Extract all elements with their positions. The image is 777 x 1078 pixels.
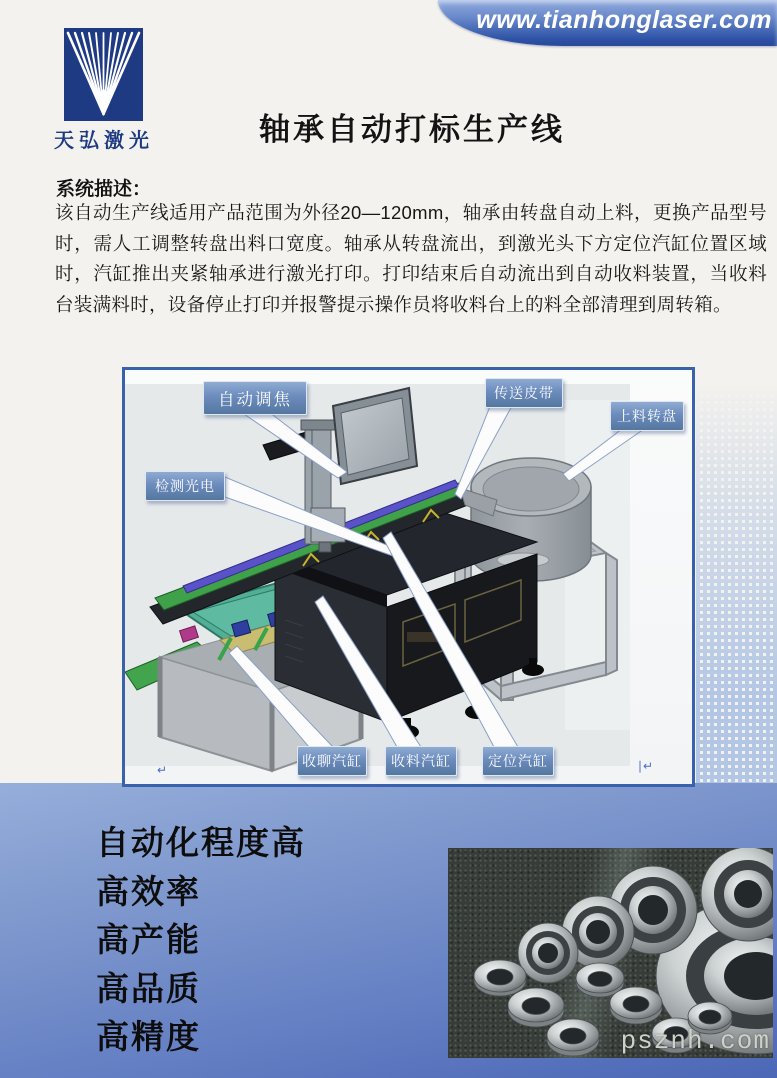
label-feeding-turntable: 上料转盘 [610, 401, 684, 431]
feature-item: 高效率 [96, 872, 201, 910]
company-logo [64, 28, 143, 121]
laser-rays-icon [64, 28, 143, 121]
description-heading: 系统描述： [56, 179, 152, 200]
paragraph-mark-right: ∣↵ [637, 759, 654, 773]
bearings-photo [448, 848, 773, 1058]
production-line-illustration [125, 370, 692, 784]
feature-item: 高产能 [96, 921, 201, 958]
top-banner [438, 0, 777, 46]
paragraph-mark-left: ↵ [157, 763, 168, 777]
website-url: www.tianhonglaser.com [476, 6, 772, 34]
equipment-diagram [122, 367, 695, 787]
features-section [0, 783, 777, 1078]
label-conveyor-belt: 传送皮带 [485, 378, 563, 408]
feature-list [96, 819, 306, 1062]
watermark-text: psznh.com [620, 1026, 770, 1056]
feature-item: 高精度 [96, 1018, 201, 1055]
company-name: 天弘激光 [54, 130, 154, 152]
label-positioning-cylinder: 定位汽缸 [482, 746, 554, 776]
label-collect-cylinder-2: 收料汽缸 [385, 746, 457, 776]
page-title: 轴承自动打标生产线 [259, 112, 565, 147]
feature-item: 自动化程度高 [96, 824, 306, 861]
feature-item: 高品质 [96, 969, 201, 1007]
description-body: 该自动生产线适用产品范围为外径20—120mm，轴承由转盘自动上料，更换产品型号时，需人工调整转盘出料口宽度。轴承从转盘流出，到激光头下方定位汽缸位置区域时，汽缸推出夹紧轴承进行激光打印。打印结束后自动流出到自动收料装置，当收料台装满料时，设备停止打印并报警提示操作员将收料台上的料全部清理到周转箱。 [55, 202, 767, 315]
halftone-dots-decoration [696, 383, 777, 785]
label-auto-focus: 自动调焦 [203, 381, 307, 415]
label-collect-cylinder-1: 收聊汽缸 [297, 746, 367, 776]
label-detect-photoelectric: 检测光电 [145, 471, 225, 501]
